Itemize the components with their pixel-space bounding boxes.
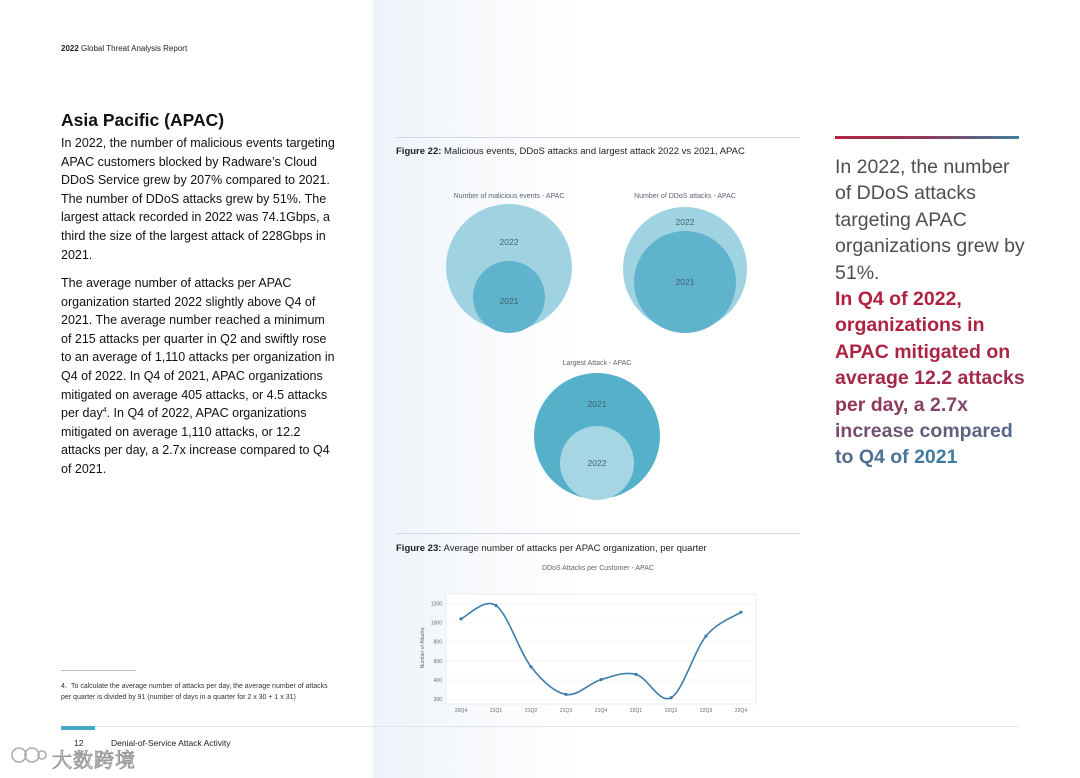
footnote-text: To calculate the average number of attacks per day, the average number of attacks per quarter is divided by 91 (number of days in a quarter for 2 x 30 + 1 x 31) [61,683,328,701]
line-chart-ylabel: Number of Attacks [420,627,426,669]
watermark-logo-icon [10,744,48,766]
data-point-22Q1 [634,673,637,676]
data-point-21Q3 [564,693,567,696]
page-number: 12 [74,738,84,748]
x-tick-label: 20Q4 [454,708,468,714]
line-chart-title: DDoS Attacks per Customer - APAC [542,565,654,572]
x-tick-label: 22Q3 [699,708,713,714]
footnote [61,681,331,703]
data-point-22Q2 [669,696,672,699]
pull-quote-highlight: In Q4 of 2022, organizations in APAC mitigated on average 12.2 attacks per day, a 2.7x increase compared to Q4 of 2021 [835,288,1025,469]
report-year: 2022 [61,44,79,53]
pull-quote [835,154,1025,471]
bubble-chart-2-label-2022: 2022 [675,217,695,227]
figure23-label: Figure 23: [396,543,442,554]
y-tick-label: 200 [433,697,442,704]
data-point-21Q4 [599,678,602,681]
bubble-chart-1-label-2022: 2022 [499,237,519,247]
footer-section-name: Denial-of-Service Attack Activity [111,738,231,748]
x-tick-label: 22Q4 [734,708,748,714]
line-chart-x-ticks [455,708,747,714]
figure23-rule [396,533,800,534]
watermark-text: 大数跨境 [52,748,136,772]
x-tick-label: 22Q2 [664,708,678,714]
y-tick-label: 1000 [430,620,442,627]
y-tick-label: 400 [433,677,442,684]
bubble-chart-3-label-2022: 2022 [587,458,607,468]
figure22-text: Malicious events, DDoS attacks and largest attack 2022 vs 2021, APAC [444,146,745,157]
y-tick-label: 1200 [430,601,442,608]
data-point-22Q3 [704,634,707,637]
y-tick-label: 800 [433,639,442,646]
footnote-rule [61,670,136,671]
footnote-reference: 4 [102,407,107,414]
data-point-20Q4 [459,617,462,620]
pull-quote-intro: In 2022, the number of DDoS attacks targeting APAC organizations grew by 51%. [835,156,1025,284]
footnote-number: 4. [61,683,67,690]
x-tick-label: 21Q1 [489,708,503,714]
y-tick-label: 600 [433,658,442,665]
footer-accent-bar [61,726,95,730]
figure22-label: Figure 22: [396,146,442,157]
bubble-chart-3-label-2021: 2021 [587,399,607,409]
data-point-22Q4 [739,611,742,614]
paragraph2-text-b: . In Q4 of 2022, APAC organizations mitigated on average 1,110 attacks, or 12.2 attacks per day, a 2.7x increase compared to Q4 of 2021. [61,406,330,476]
bubble-chart-2-label-2021: 2021 [675,277,695,287]
figure23-caption [396,543,707,554]
x-tick-label: 21Q4 [594,708,608,714]
x-tick-label: 22Q1 [629,708,643,714]
section-title: Asia Pacific (APAC) [61,110,225,130]
data-point-21Q1 [494,604,497,607]
line-chart [396,560,800,720]
report-title: Global Threat Analysis Report [81,44,188,53]
line-chart-y-ticks [431,601,442,703]
x-tick-label: 21Q2 [524,708,538,714]
figure23-text: Average number of attacks per APAC organization, per quarter [443,543,707,554]
body-paragraph-1: In 2022, the number of malicious events targeting APAC customers blocked by Radware’s Cloud DDoS Service grew by 207% compared to 2021. The number of DDoS attacks grew by 51%. The largest attack recorded in 2022 was 74.1Gbps, a third the size of the largest attack of 228Gbps in 2021. [61,136,335,262]
bubble-chart-2-title: Number of DDoS attacks - APAC [634,193,736,200]
paragraph2-text-a: The average number of attacks per APAC organization started 2022 slightly above Q4 of 2021. The average number reached a minimum of 215 attacks per quarter in Q2 and swiftly rose to an average of 1,110 attacks per organization in Q4 of 2022. In Q4 of 2021, APAC organizations mitigated on average 405 attacks, or 4.5 attacks per day [61,276,335,421]
pull-quote-rule [835,136,1019,139]
data-point-21Q2 [529,665,532,668]
bubble-chart-1-label-2021: 2021 [499,296,519,306]
bubble-chart-1-title: Number of malicious events - APAC [453,193,565,200]
line-chart-plot-area [446,594,756,704]
x-tick-label: 21Q3 [559,708,573,714]
footer-rule [61,726,1019,727]
bubble-chart-3-title: Largest Attack - APAC [562,360,632,367]
